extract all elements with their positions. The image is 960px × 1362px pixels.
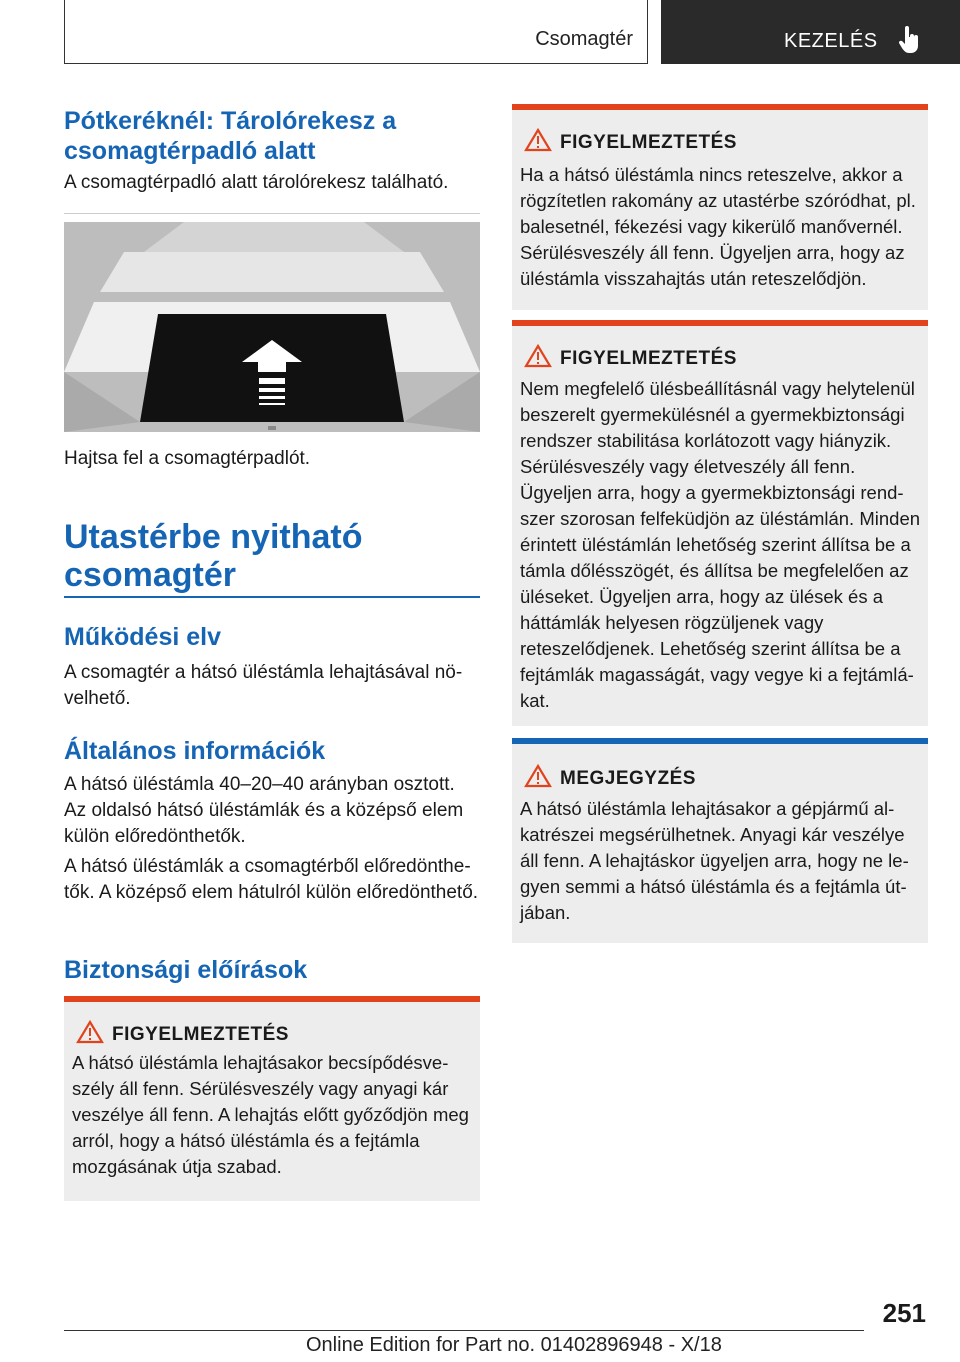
warning-title: FIGYELMEZTETÉS xyxy=(112,1024,289,1045)
header-section-box xyxy=(64,0,648,64)
note-bar xyxy=(512,738,928,744)
header-chapter-label: KEZELÉS xyxy=(784,30,878,52)
heading-operating-principle: Működési elv xyxy=(64,623,221,651)
paragraph-spare-storage: A csomagtérpadló alatt tárolórekesz található. xyxy=(64,172,449,193)
note-text: A hátsó üléstámla lehajtásakor a gépjármű alkatrészei megsérülhetnek. Anyagi kár veszélye áll fenn. A lehajtáskor ügyeljen arra, hogy ne legyen semmi a hátsó üléstámla és a fejtámla útjában. xyxy=(520,798,909,923)
warning-triangle-icon xyxy=(524,128,552,152)
warning-triangle-icon xyxy=(524,344,552,368)
warning-bar xyxy=(512,104,928,110)
note-box-damage xyxy=(512,738,928,943)
heading-safety: Biztonsági előírások xyxy=(64,956,308,984)
warning-title: FIGYELMEZTETÉS xyxy=(560,348,737,369)
warning-text: A hátsó üléstámla lehajtásakor becsípődésveszély áll fenn. Sérülésveszély vagy anyagi kár veszélye áll fenn. A lehajtás előtt győződjön meg arról, hogy a hátsó üléstámla és a fejtámla mozgásának útja szabad. xyxy=(72,1052,469,1177)
warning-title: FIGYELMEZTETÉS xyxy=(560,132,737,153)
edition-footer: Online Edition for Part no. 01402896948 - X/18 xyxy=(306,1334,722,1356)
paragraph-general-2: A hátsó üléstámlák a csomagtérből előredönthetők. A középső elem hátulról külön előredönthető. xyxy=(64,856,479,903)
warning-text: Ha a hátsó üléstámla nincs reteszelve, akkor a rögzítetlen rakomány az utastérbe szóródhat, pl. balesetnél, fékezési vagy kikerülő manővernél. Sérülésveszély áll fenn. Ügyeljen arra, hogy az üléstámla visszahajtás után reteszelődjön. xyxy=(520,164,916,289)
photo-caption: Hajtsa fel a csomagtérpadlót. xyxy=(64,448,311,469)
warning-bar xyxy=(512,320,928,326)
heading-spare-wheel-storage: Pótkeréknél: Tárolórekesz a csomagtérpadló alatt xyxy=(64,107,397,165)
warning-text: Nem megfelelő ülésbeállításnál vagy helytelenül beszerelt gyermekülésnél a gyermekbiztonsági rendszer stabilitása korlátozott vagy hiányzik. Sérülésveszély vagy életveszély áll fenn. Ügyeljen arra, hogy a gyermekbiztonsági rendszer szorosan felfeküdjön az üléstámlán. Minden érintett üléstámlán lehetőség szerint állítsa be a támla dőlésszögét, és állítsa be megfelelően az üléseket. Ügyeljen arra, hogy az ülések és a háttámlák helyesen rögzüljenek vagy reteszelődjenek. Lehetőség szerint állítsa be a fejtámlák magasságát, vagy vegye ki a fejtámlákat. xyxy=(520,378,921,711)
warning-box-child-seat xyxy=(512,320,928,726)
header-section-title: Csomagtér xyxy=(535,28,633,50)
warning-bar xyxy=(64,996,480,1002)
pointing-hand-icon xyxy=(899,26,921,54)
trunk-floor-photo xyxy=(64,222,480,432)
warning-box-cargo xyxy=(512,104,928,310)
footer-rule xyxy=(64,1330,864,1331)
note-title: MEGJEGYZÉS xyxy=(560,768,696,789)
heading-rule xyxy=(64,596,480,598)
heading-general-info: Általános információk xyxy=(64,737,326,765)
paragraph-general-1: A hátsó üléstámla 40–20–40 arányban osztott. Az oldalsó hátsó üléstámlák és a középső elem külön előredönthetők. xyxy=(64,774,464,847)
heading-pass-through-trunk: Utastérbe nyitható csomagtér xyxy=(64,518,363,594)
page-number: 251 xyxy=(882,1298,926,1328)
note-triangle-icon xyxy=(524,764,552,788)
header-chapter-tab[interactable] xyxy=(661,0,960,64)
paragraph-principle: A csomagtér a hátsó üléstámla lehajtásával növelhető. xyxy=(64,662,463,709)
photo-top-divider xyxy=(64,213,480,214)
warning-box-pinch xyxy=(64,996,480,1201)
warning-triangle-icon xyxy=(76,1020,104,1044)
